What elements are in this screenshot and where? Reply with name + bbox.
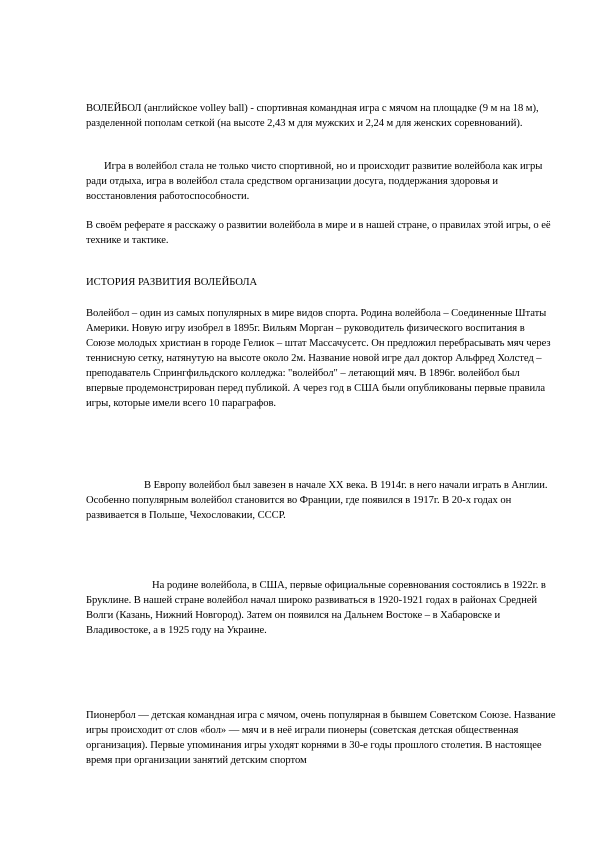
usa-paragraph: На родине волейбола, в США, первые официальные соревнования состоялись в 1922г. в Бруклине. В нашей стране волейбол начал широко развиваться в 1920-1921 годах в районах Средней Волги (Казань, Нижний Новгород). Затем он появился на Дальнем Востоке – в Хабаровске и Владивостоке, а в 1925 году на Украине.: [86, 580, 546, 636]
pioneerball-paragraph: Пионербол — детская командная игра с мячом, очень популярная в бывшем Советском Союзе. Название игры происходит от слов «бол» — мяч и в неё играли пионеры (советская детская общественная организация). Первые упоминания игры уходят корнями в 30-е годы прошлого столетия. В настоящее время при организации занятий детским спортом: [86, 710, 556, 766]
history-paragraph: Волейбол – один из самых популярных в мире видов спорта. Родина волейбола – Соединенные Штаты Америки. Новую игру изобрел в 1895г. Вильям Морган – руководитель физического воспитания в Союзе молодых христиан в городе Гелиок – штат Массачусетс. Он предложил перебрасывать мяч через теннисную сетку, натянутую на высоте около 2м. Название новой игре дал доктор Альфред Холстед – преподаватель Спрингфильдского колледжа: "волейбол" – летающий мяч. В 1896г. волейбол был впервые продемонстрирован перед публикой. А через год в США были опубликованы первые правила игры, которые имели всего 10 параграфов.: [86, 308, 551, 409]
intro-paragraph: ВОЛЕЙБОЛ (английское volley ball) - спортивная командная игра с мячом на площадке (9 м на 18 м), разделенной пополам сеткой (на высоте 2,43 м для мужских и 2,24 м для женских соревнований).: [86, 103, 539, 129]
section-heading: ИСТОРИЯ РАЗВИТИЯ ВОЛЕЙБОЛА: [86, 277, 258, 288]
europe-paragraph: В Европу волейбол был завезен в начале XX века. В 1914г. в него начали играть в Англии. Особенно популярным волейбол становится во Франции, где появился в 1917г. В 20-х годах он развивается в Польше, Чехословакии, СССР.: [86, 480, 548, 521]
report-overview-paragraph: В своём реферате я расскажу о развитии волейбола в мире и в нашей стране, о правилах этой игры, о её технике и тактике.: [86, 220, 551, 246]
leisure-paragraph: Игра в волейбол стала не только чисто спортивной, но и происходит развитие волейбола как игры ради отдыха, игра в волейбол стала средством организации досуга, поддержания здоровья и восстановления работоспособности.: [86, 161, 543, 202]
